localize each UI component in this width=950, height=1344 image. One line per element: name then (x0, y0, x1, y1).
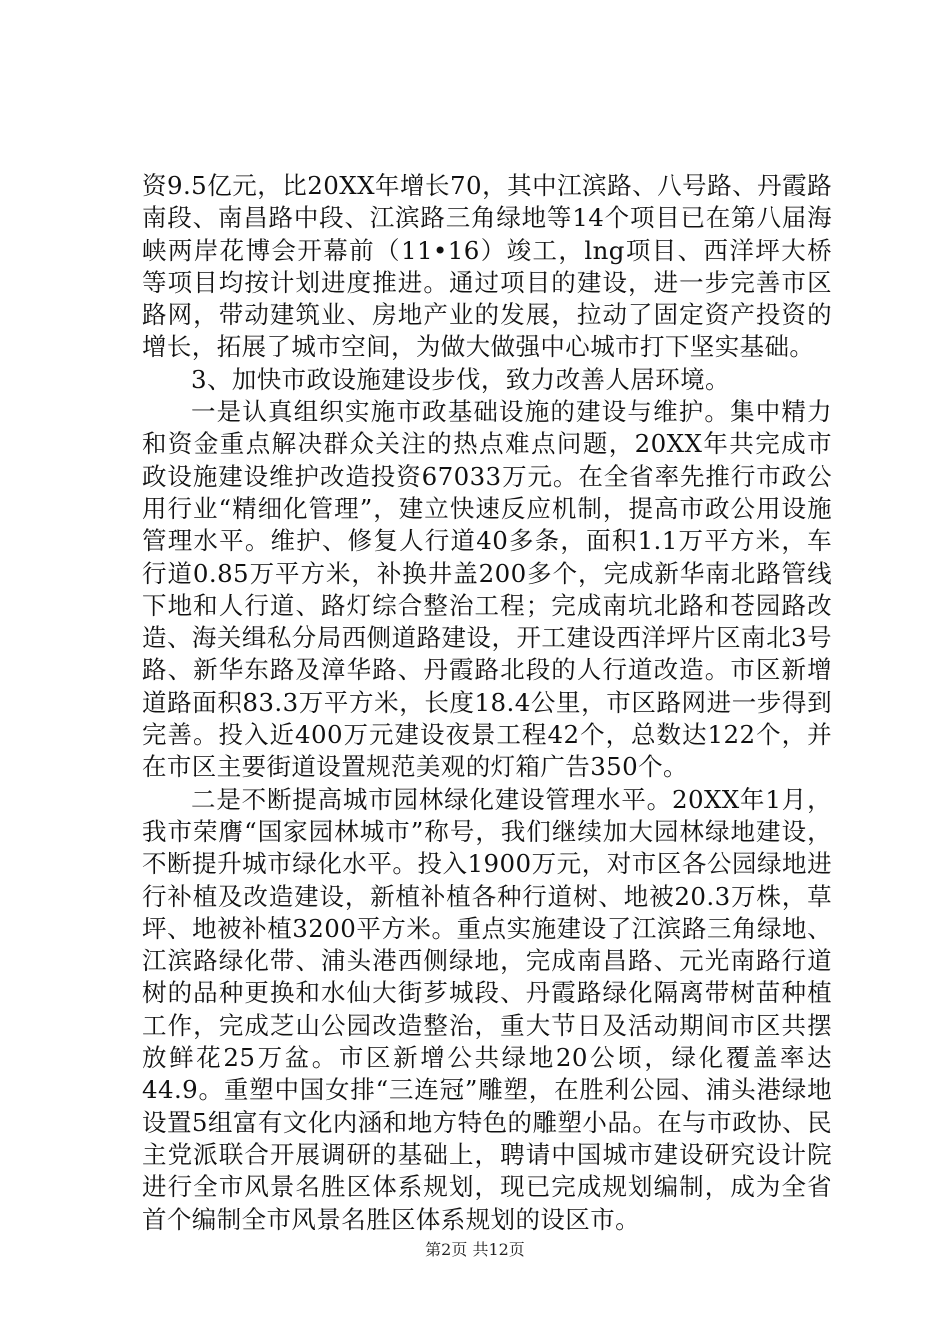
paragraph-municipal-facilities: 一是认真组织实施市政基础设施的建设与维护。集中精力和资金重点解决群众关注的热点难点问题，20XX年共完成市政设施建设维护改造投资67033万元。在全省率先推行市政公用行业“精细化管理”，建立快速反应机制，提高市政公用设施管理水平。维护、修复人行道40多条，面积1.1万平方米，车行道0.85万平方米，补换井盖200多个，完成新华南北路管线下地和人行道、路灯综合整治工程；完成南坑北路和苍园路改造、海关缉私分局西侧道路建设，开工建设西洋坪片区南北3号路、新华东路及漳华路、丹霞路北段的人行道改造。市区新增道路面积83.3万平方米，长度18.4公里，市区路网进一步得到完善。投入近400万元建设夜景工程42个，总数达122个，并在市区主要街道设置规范美观的灯箱广告350个。 (142, 397, 832, 782)
paragraph-landscaping: 二是不断提高城市园林绿化建设管理水平。20XX年1月，我市荣膺“国家园林城市”称号，我们继续加大园林绿地建设，不断提升城市绿化水平。投入1900万元，对市区各公园绿地进行补植及改造建设，新植补植各种行道树、地被20.3万株，草坪、地被补植3200平方米。重点实施建设了江滨路三角绿地、江滨路绿化带、浦头港西侧绿地，完成南昌路、元光南路行道树的品种更换和水仙大街芗城段、丹霞路绿化隔离带树苗种植工作，完成芝山公园改造整治，重大节日及活动期间市区共摆放鲜花25万盆。市区新增公共绿地20公顷，绿化覆盖率达44.9。重塑中国女排“三连冠”雕塑，在胜利公园、浦头港绿地设置5组富有文化内涵和地方特色的雕塑小品。在与市政协、民主党派联合开展调研的基础上，聘请中国城市建设研究设计院进行全市风景名胜区体系规划，现已完成规划编制，成为全省首个编制全市风景名胜区体系规划的设区市。 (142, 784, 832, 1234)
section-heading: 3、加快市政设施建设步伐，致力改善人居环境。 (191, 364, 730, 394)
paragraph-continuation: 资9.5亿元，比20XX年增长70，其中江滨路、八号路、丹霞路南段、南昌路中段、江滨路三角绿地等14个项目已在第八届海峡两岸花博会开幕前（11•16）竣工，lng项目、西洋坪大桥等项目均按计划进度推进。通过项目的建设，进一步完善市区路网，带动建筑业、房地产业的发展，拉动了固定资产投资的增长，拓展了城市空间，为做大做强中心城市打下坚实基础。 (142, 171, 832, 362)
page-number-footer: 第2页 共12页 (425, 1240, 525, 1259)
document-body (142, 170, 832, 1236)
